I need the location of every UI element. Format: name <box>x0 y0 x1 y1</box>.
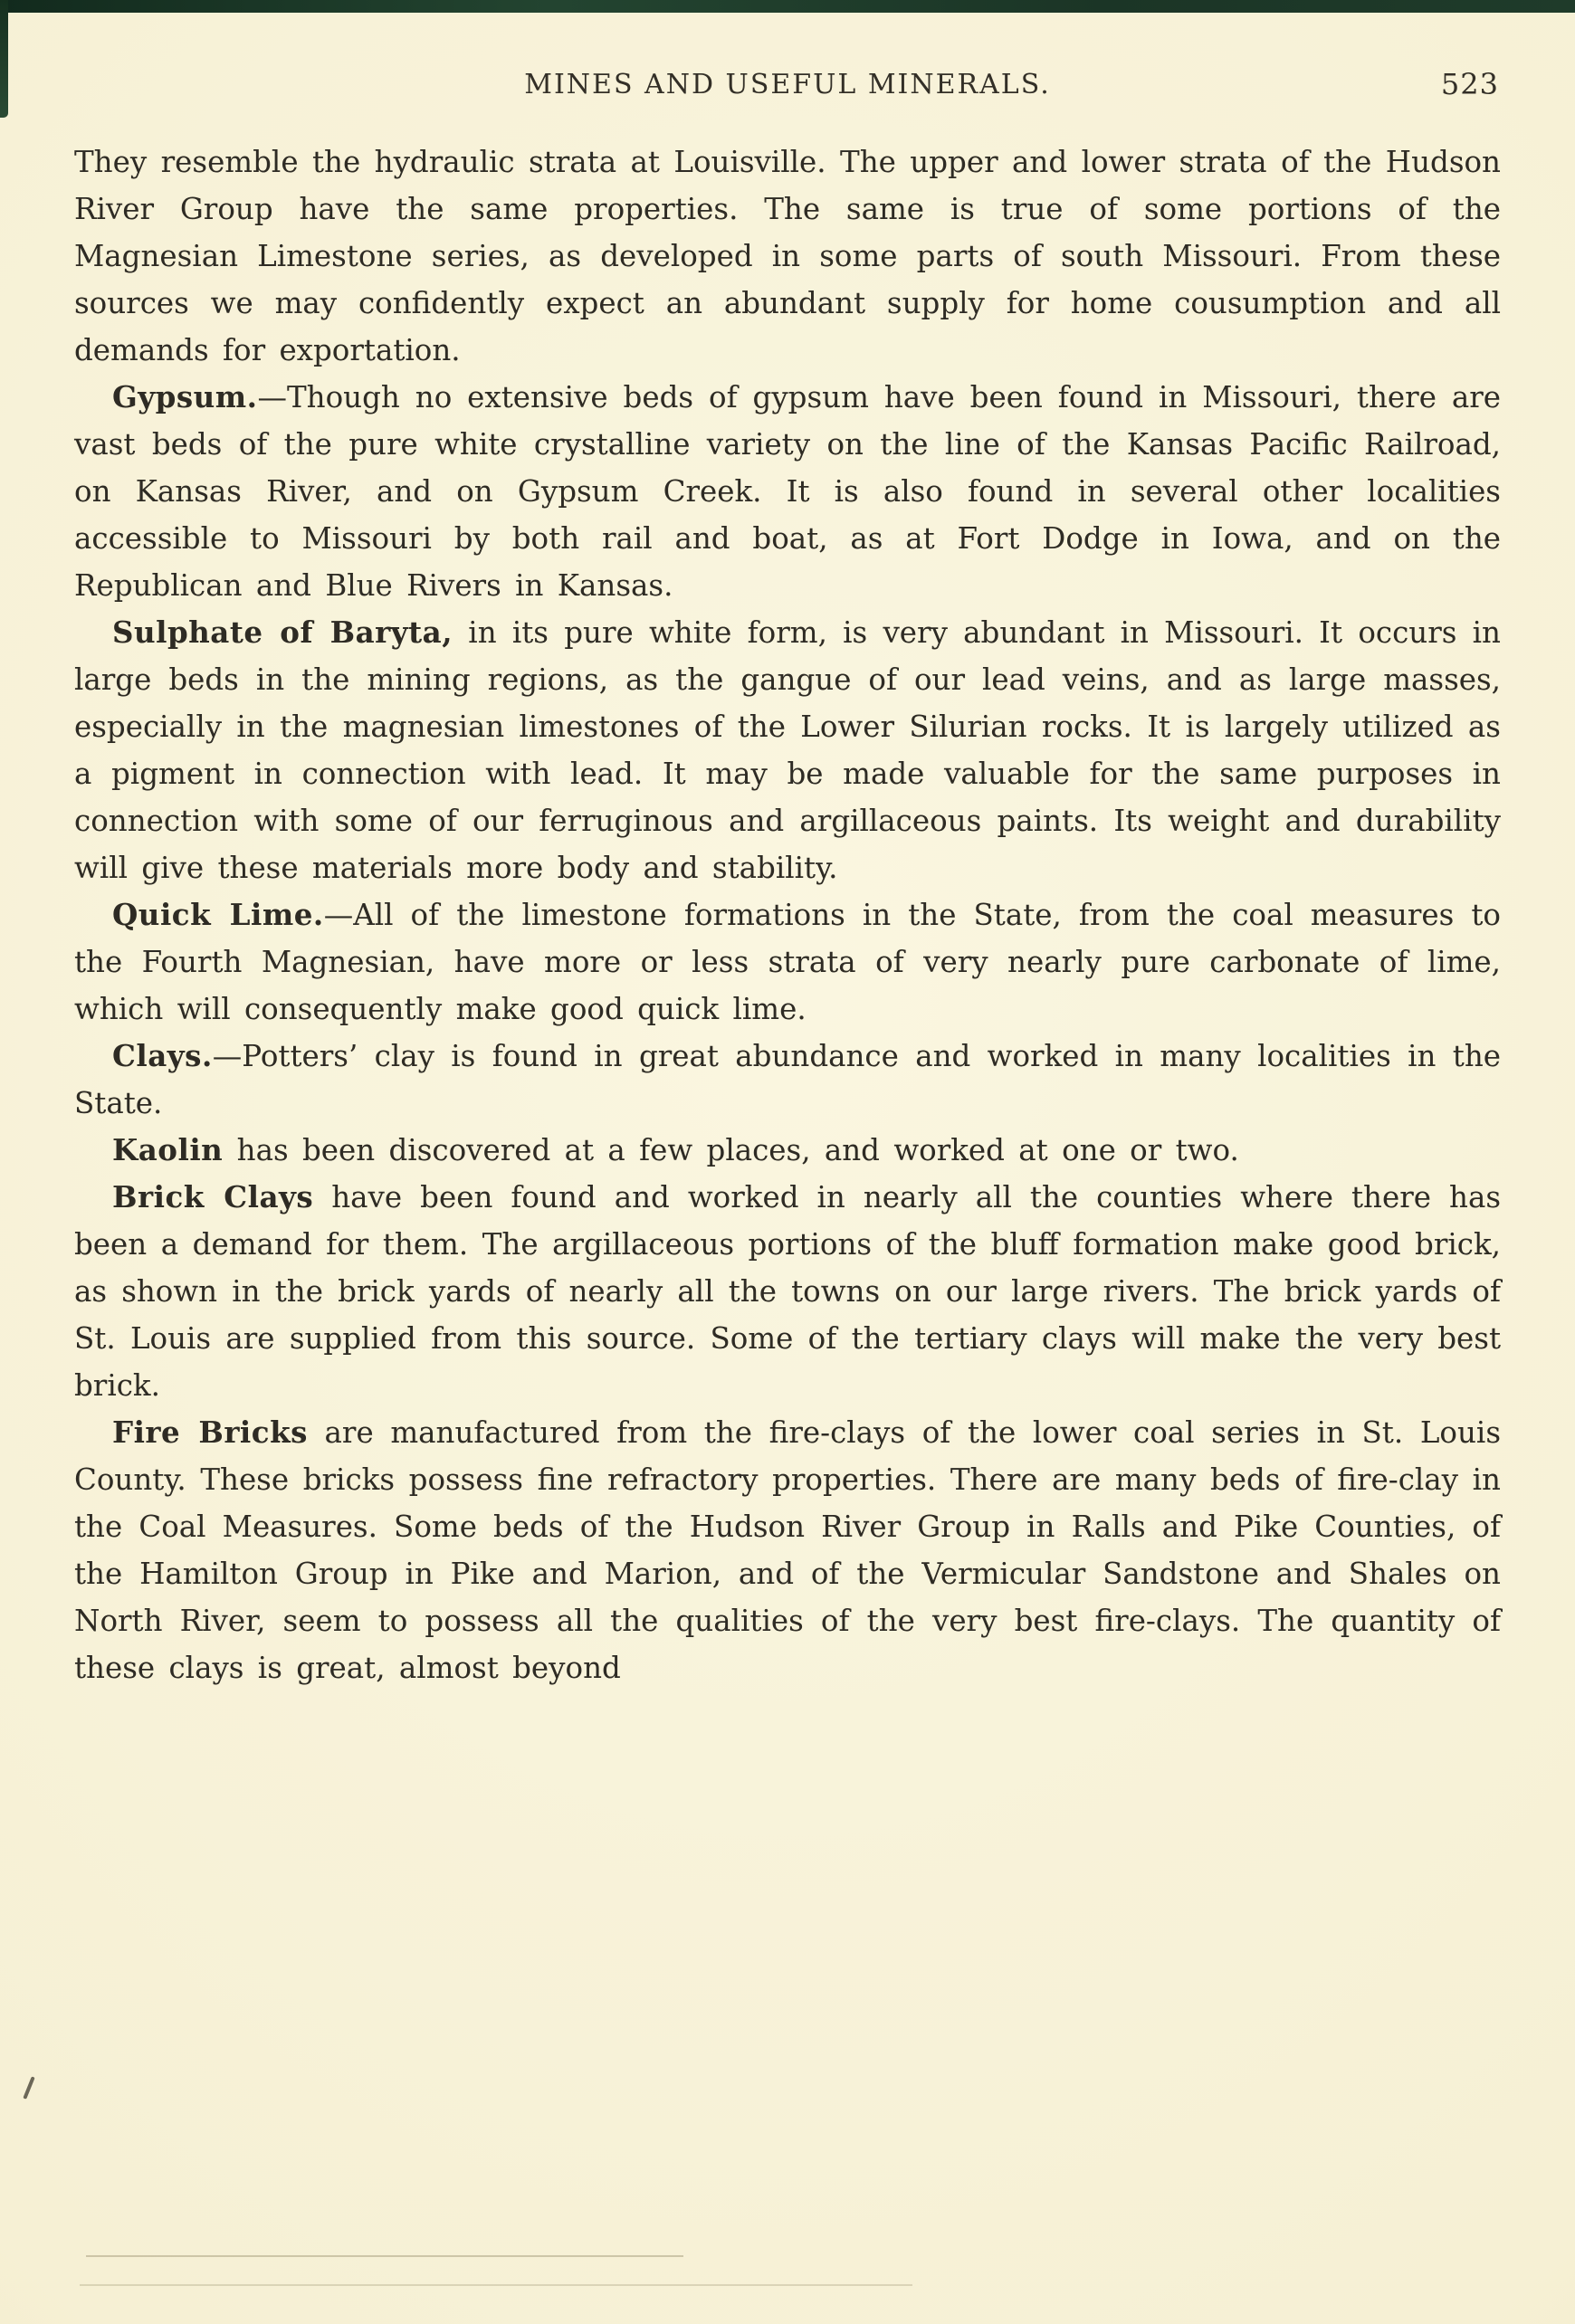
paragraph-lead: Kaolin <box>112 1132 224 1167</box>
paragraph-text: have been found and worked in nearly all the counties where there has been a demand for them. The argillaceous portions of the bluff formation make good brick, as shown in the brick yards of nearly all the towns on our large rivers. The brick yards of St. Louis are supplied from this source. Some of the tertiary clays will make the very best brick. <box>74 1180 1501 1403</box>
paragraph <box>74 374 1501 609</box>
paragraph-lead: Clays. <box>112 1038 213 1073</box>
paragraph-text: in its pure white form, is very abundant in Missouri. It occurs in large beds in the mining regions, as the gangue of our lead veins, and as large masses, especially in the magnesian limestones of the Lower Silurian rocks. It is largely utilized as a pigment in connection with lead. It may be made valuable for the same purposes in connection with some of our ferruginous and argillaceous paints. Its weight and durability will give these materials more body and stability. <box>74 615 1501 885</box>
paragraph <box>74 1033 1501 1127</box>
page-number: 523 <box>1440 67 1499 101</box>
paragraph-lead: Brick Clays <box>112 1179 314 1214</box>
paragraph-text: has been discovered at a few places, and worked at one or two. <box>223 1133 1239 1167</box>
paragraph-lead: Sulphate of Baryta, <box>112 614 453 650</box>
scan-artifact-line <box>80 2284 912 2286</box>
scan-artifact-line <box>86 2255 683 2257</box>
paragraph-text: —Potters’ clay is found in great abundance and worked in many localities in the State. <box>74 1039 1501 1120</box>
paragraph-text: —Though no extensive beds of gypsum have been found in Missouri, there are vast beds of the pure white crystalline variety on the line of the Kansas Pacific Railroad, on Kansas River, and on Gypsum Creek. It is also found in several other localities accessible to Missouri by both rail and boat, as at Fort Dodge in Iowa, and on the Republican and Blue Rivers in Kansas. <box>74 380 1501 603</box>
paragraph <box>74 609 1501 891</box>
paragraph <box>74 1409 1501 1691</box>
paragraph <box>74 1127 1501 1174</box>
paragraph <box>74 138 1501 374</box>
paragraph-text: They resemble the hydraulic strata at Louisville. The upper and lower strata of the Hudson River Group have the same properties. The same is true of some portions of the Magnesian Limestone series, as developed in some parts of south Missouri. From these sources we may confidently expect an abundant supply for home cousumption and all demands for exportation. <box>74 145 1501 367</box>
page-header <box>74 69 1501 100</box>
paragraph-lead: Fire Bricks <box>112 1414 308 1450</box>
paragraph-lead: Gypsum. <box>112 379 258 414</box>
paragraph-lead: Quick Lime. <box>112 897 324 932</box>
paragraph-text: are manufactured from the fire-clays of the lower coal series in St. Louis County. These bricks possess fine refractory properties. There are many beds of fire-clay in the Coal Measures. Some beds of the Hudson River Group in Ralls and Pike Counties, of the Hamilton Group in Pike and Marion, and of the Vermicular Sandstone and Shales on North River, seem to possess all the qualities of the very best fire-clays. The quantity of these clays is great, almost beyond <box>74 1415 1501 1685</box>
running-title: MINES AND USEFUL MINERALS. <box>524 69 1051 100</box>
paragraph <box>74 891 1501 1033</box>
scan-artifact-mark <box>23 2076 34 2100</box>
paragraph <box>74 1174 1501 1409</box>
paragraph-text: —All of the limestone formations in the State, from the coal measures to the Fourth Magnesian, have more or less strata of very nearly pure carbonate of lime, which will consequently make good quick lime. <box>74 898 1501 1026</box>
page-body <box>74 138 1501 1691</box>
